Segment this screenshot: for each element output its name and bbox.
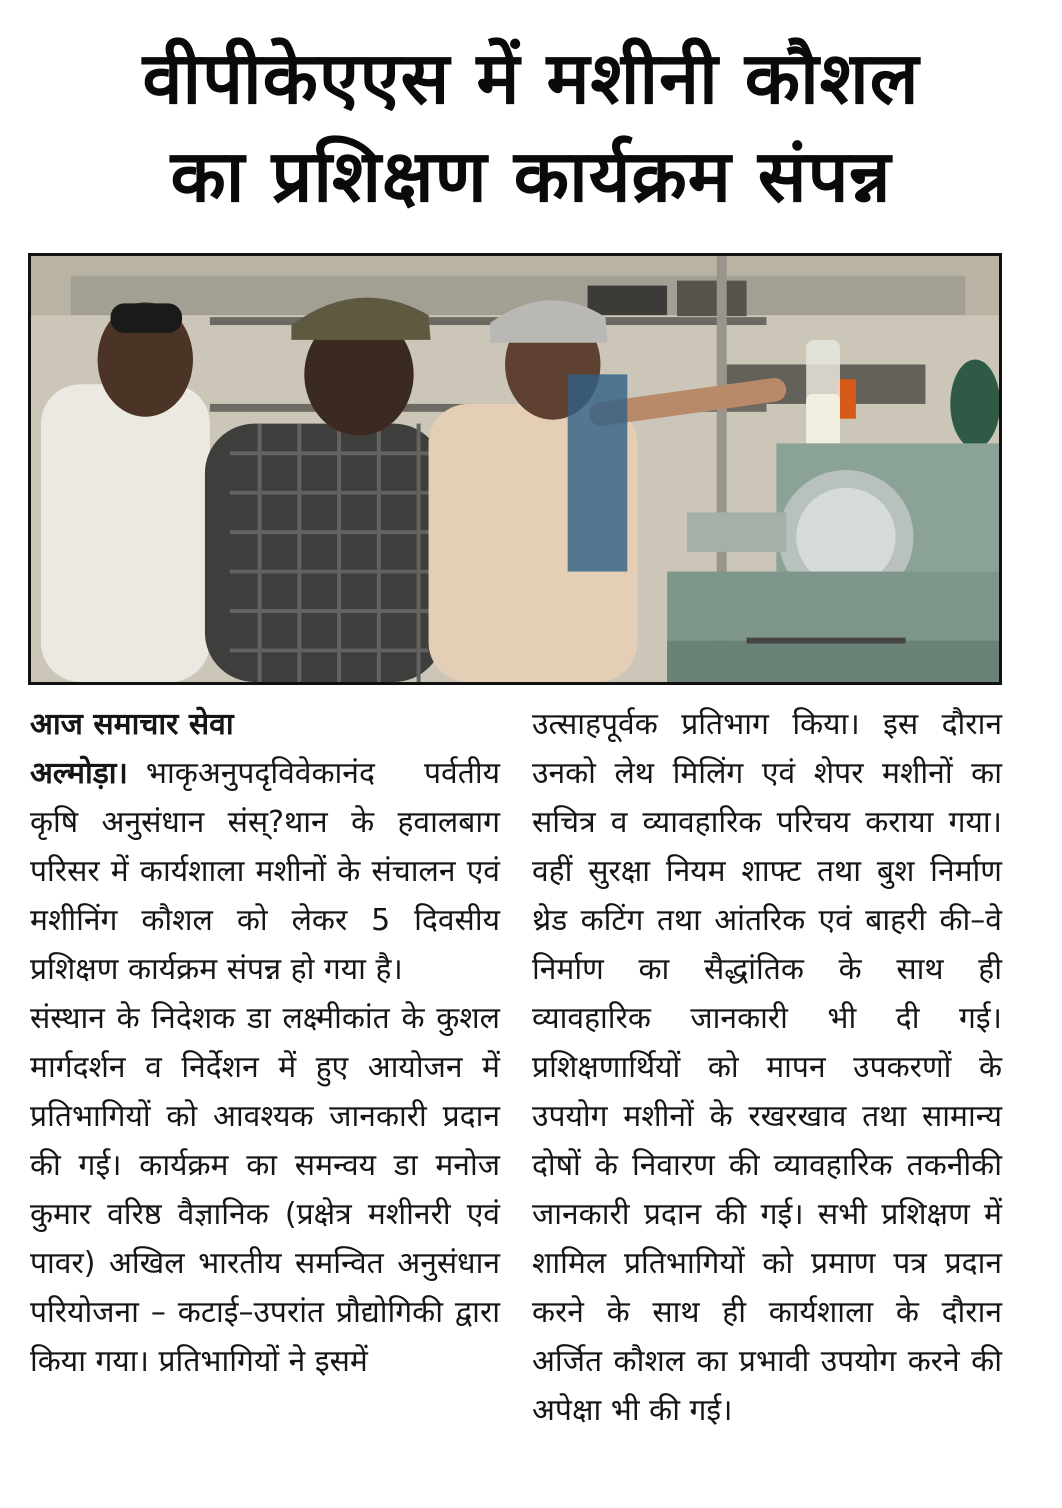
paragraph-1-text: भाकृअनुपदृविवेकानंद पर्वतीय कृषि अनुसंधान संस्?थान के हवालबाग परिसर में कार्यशाला मशीनों के संचालन एवं मशीनिंग कौशल को लेकर 5 दिवसीय प्रशिक्षण कार्यक्रम संपन्न हो गया है। — [30, 756, 500, 987]
headline-line-1: वीपीकेएएस में मशीनी कौशल — [142, 36, 920, 120]
article-column-left — [30, 700, 500, 1386]
byline: आज समाचार सेवा — [30, 707, 234, 742]
news-photo — [28, 253, 1002, 685]
workshop-photo-illustration — [31, 256, 999, 682]
paragraph-1 — [30, 749, 500, 994]
headline-line-2: का प्रशिक्षण कार्यक्रम संपन्न — [170, 134, 892, 218]
dateline: अल्मोड़ा। — [30, 756, 128, 791]
paragraph-2: संस्थान के निदेशक डा लक्ष्मीकांत के कुशल मार्गदर्शन व निर्देशन में हुए आयोजन में प्रतिभागियों को आवश्यक जानकारी प्रदान की गई। कार्यक्रम का समन्वय डा मनोज कुमार वरिष्ठ वैज्ञानिक (प्रक्षेत्र मशीनरी एवं पावर) अखिल भारतीय समन्वित अनुसंधान परियोजना – कटाई–उपरांत प्रौद्योगिकी द्वारा किया गया। प्रतिभागियों ने इसमें — [30, 1001, 500, 1379]
paragraph-3: उत्साहपूर्वक प्रतिभाग किया। इस दौरान उनको लेथ मिलिंग एवं शेपर मशीनों का सचित्र व व्यावहारिक परिचय कराया गया। वहीं सुरक्षा नियम शाफ्ट तथा बुश निर्माण थ्रेड कटिंग तथा आंतरिक एवं बाहरी की–वे निर्माण का सैद्धांतिक के साथ ही व्यावहारिक जानकारी भी दी गई। प्रशिक्षणार्थियों को मापन उपकरणों के उपयोग मशीनों के रखरखाव तथा सामान्य दोषों के निवारण की व्यावहारिक तकनीकी जानकारी प्रदान की गई। सभी प्रशिक्षण में शामिल प्रतिभागियों को प्रमाण पत्र प्रदान करने के साथ ही कार्यशाला के दौरान अर्जित कौशल का प्रभावी उपयोग करने की अपेक्षा भी की गई। — [532, 707, 1002, 1428]
article-column-right — [532, 700, 1002, 1435]
